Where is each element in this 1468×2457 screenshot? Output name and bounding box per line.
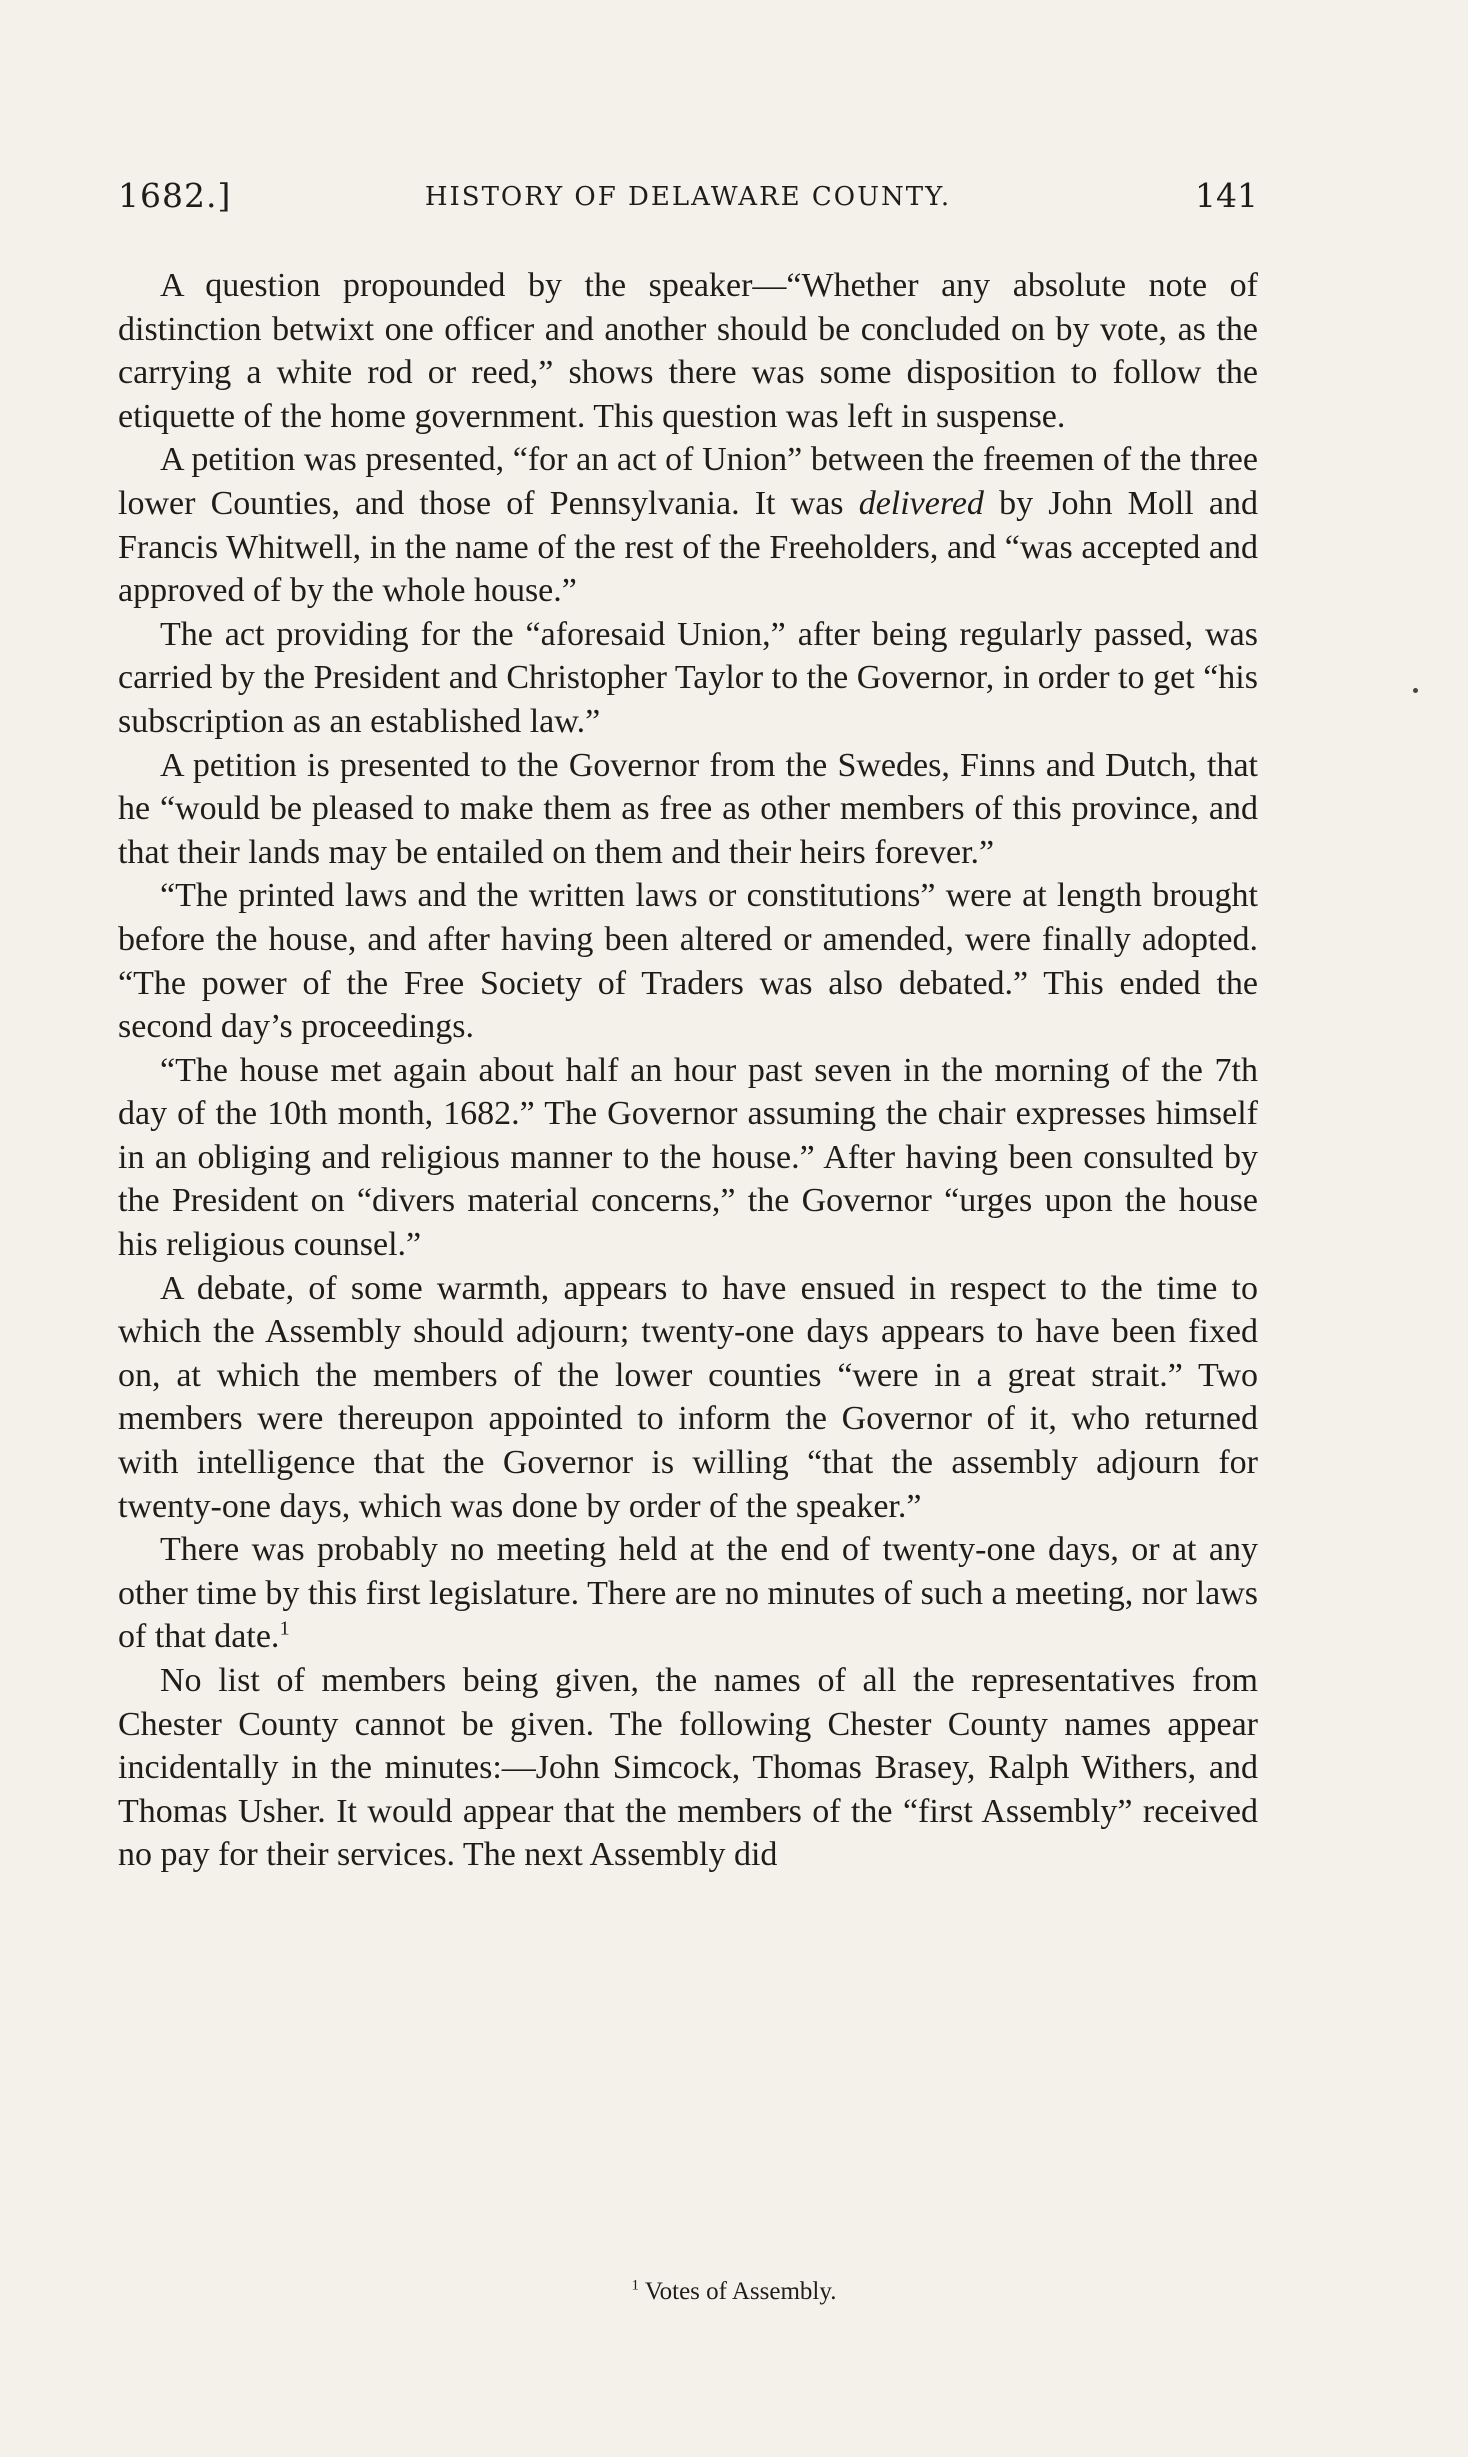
- footnote: [0, 2278, 1468, 2306]
- paragraph: A question propounded by the speaker—“Whether any absolute note of distinction betwixt one officer and another should be concluded on by vote, as the carrying a white rod or reed,” shows there was some disposition to follow the etiquette of the home government. This question was left in suspense.: [118, 267, 1258, 435]
- ink-speck: [1413, 688, 1418, 693]
- paragraph: There was probably no meeting held at the end of twenty-one days, or at any other time by this first legislature. There are no minutes of such a meeting, nor laws of that date.$^1$: [118, 1531, 1258, 1656]
- italic-word: delivered: [858, 484, 984, 522]
- paragraph: The act providing for the “aforesaid Union,” after being regularly passed, was carried by the President and Christopher Taylor to the Governor, in order to get “his subscription as an established law.”: [118, 615, 1258, 740]
- footnote-marker: 1: [631, 2277, 639, 2294]
- paragraph: A petition is presented to the Governor from the Swedes, Finns and Dutch, that he “would be pleased to make them as free as other members of this province, and that their lands may be entailed on them and their heirs forever.”: [118, 746, 1258, 871]
- paragraph: “The house met again about half an hour past seven in the morning of the 7th day of the 10th month, 1682.” The Governor assuming the chair expresses himself in an obliging and religious manner to the house.” After having been consulted by the President on “divers material concerns,” the Governor “urges upon the house his religious counsel.”: [118, 1051, 1258, 1264]
- paragraph: No list of members being given, the names of all the representatives from Chester County cannot be given. The following Chester County names appear incidentally in the minutes:—John Simcock, Thomas Brasey, Ralph Withers, and Thomas Usher. It would appear that the members of the “first Assembly” received no pay for their services. The next Assembly did: [118, 1662, 1258, 1874]
- paragraph: A debate, of some warmth, appears to have ensued in respect to the time to which the Assembly should adjourn; twenty-one days appears to have been fixed on, at which the members of the lower counties “were in a great strait.” Two members were thereupon appointed to inform the Governor of it, who returned with intelligence that the Governor is willing “that the assembly adjourn for twenty-one days, which was done by order of the speaker.”: [118, 1269, 1258, 1525]
- paragraph: “The printed laws and the written laws or constitutions” were at length brought before the house, and after having been altered or amended, were finally adopted. “The power of the Free Society of Traders was also debated.” This ended the second day’s proceedings.: [118, 877, 1258, 1046]
- footnote-text: Votes of Assembly.: [644, 2278, 837, 2305]
- body-text: [118, 264, 1258, 1877]
- header-title: HISTORY OF DELAWARE COUNTY.: [424, 182, 952, 212]
- page-number: 141: [1195, 176, 1258, 215]
- footnote-reference: 1: [279, 1618, 290, 1641]
- running-header: [118, 176, 1258, 226]
- paragraph: A petition was presented, “for an act of Union” between the freemen of the three lower Counties, and those of Pennsylvania. It was delivered by John Moll and Francis Whitwell, in the name of the rest of the Freeholders, and “was accepted and approved of by the whole house.”: [118, 441, 1258, 610]
- header-year: 1682.]: [118, 176, 232, 215]
